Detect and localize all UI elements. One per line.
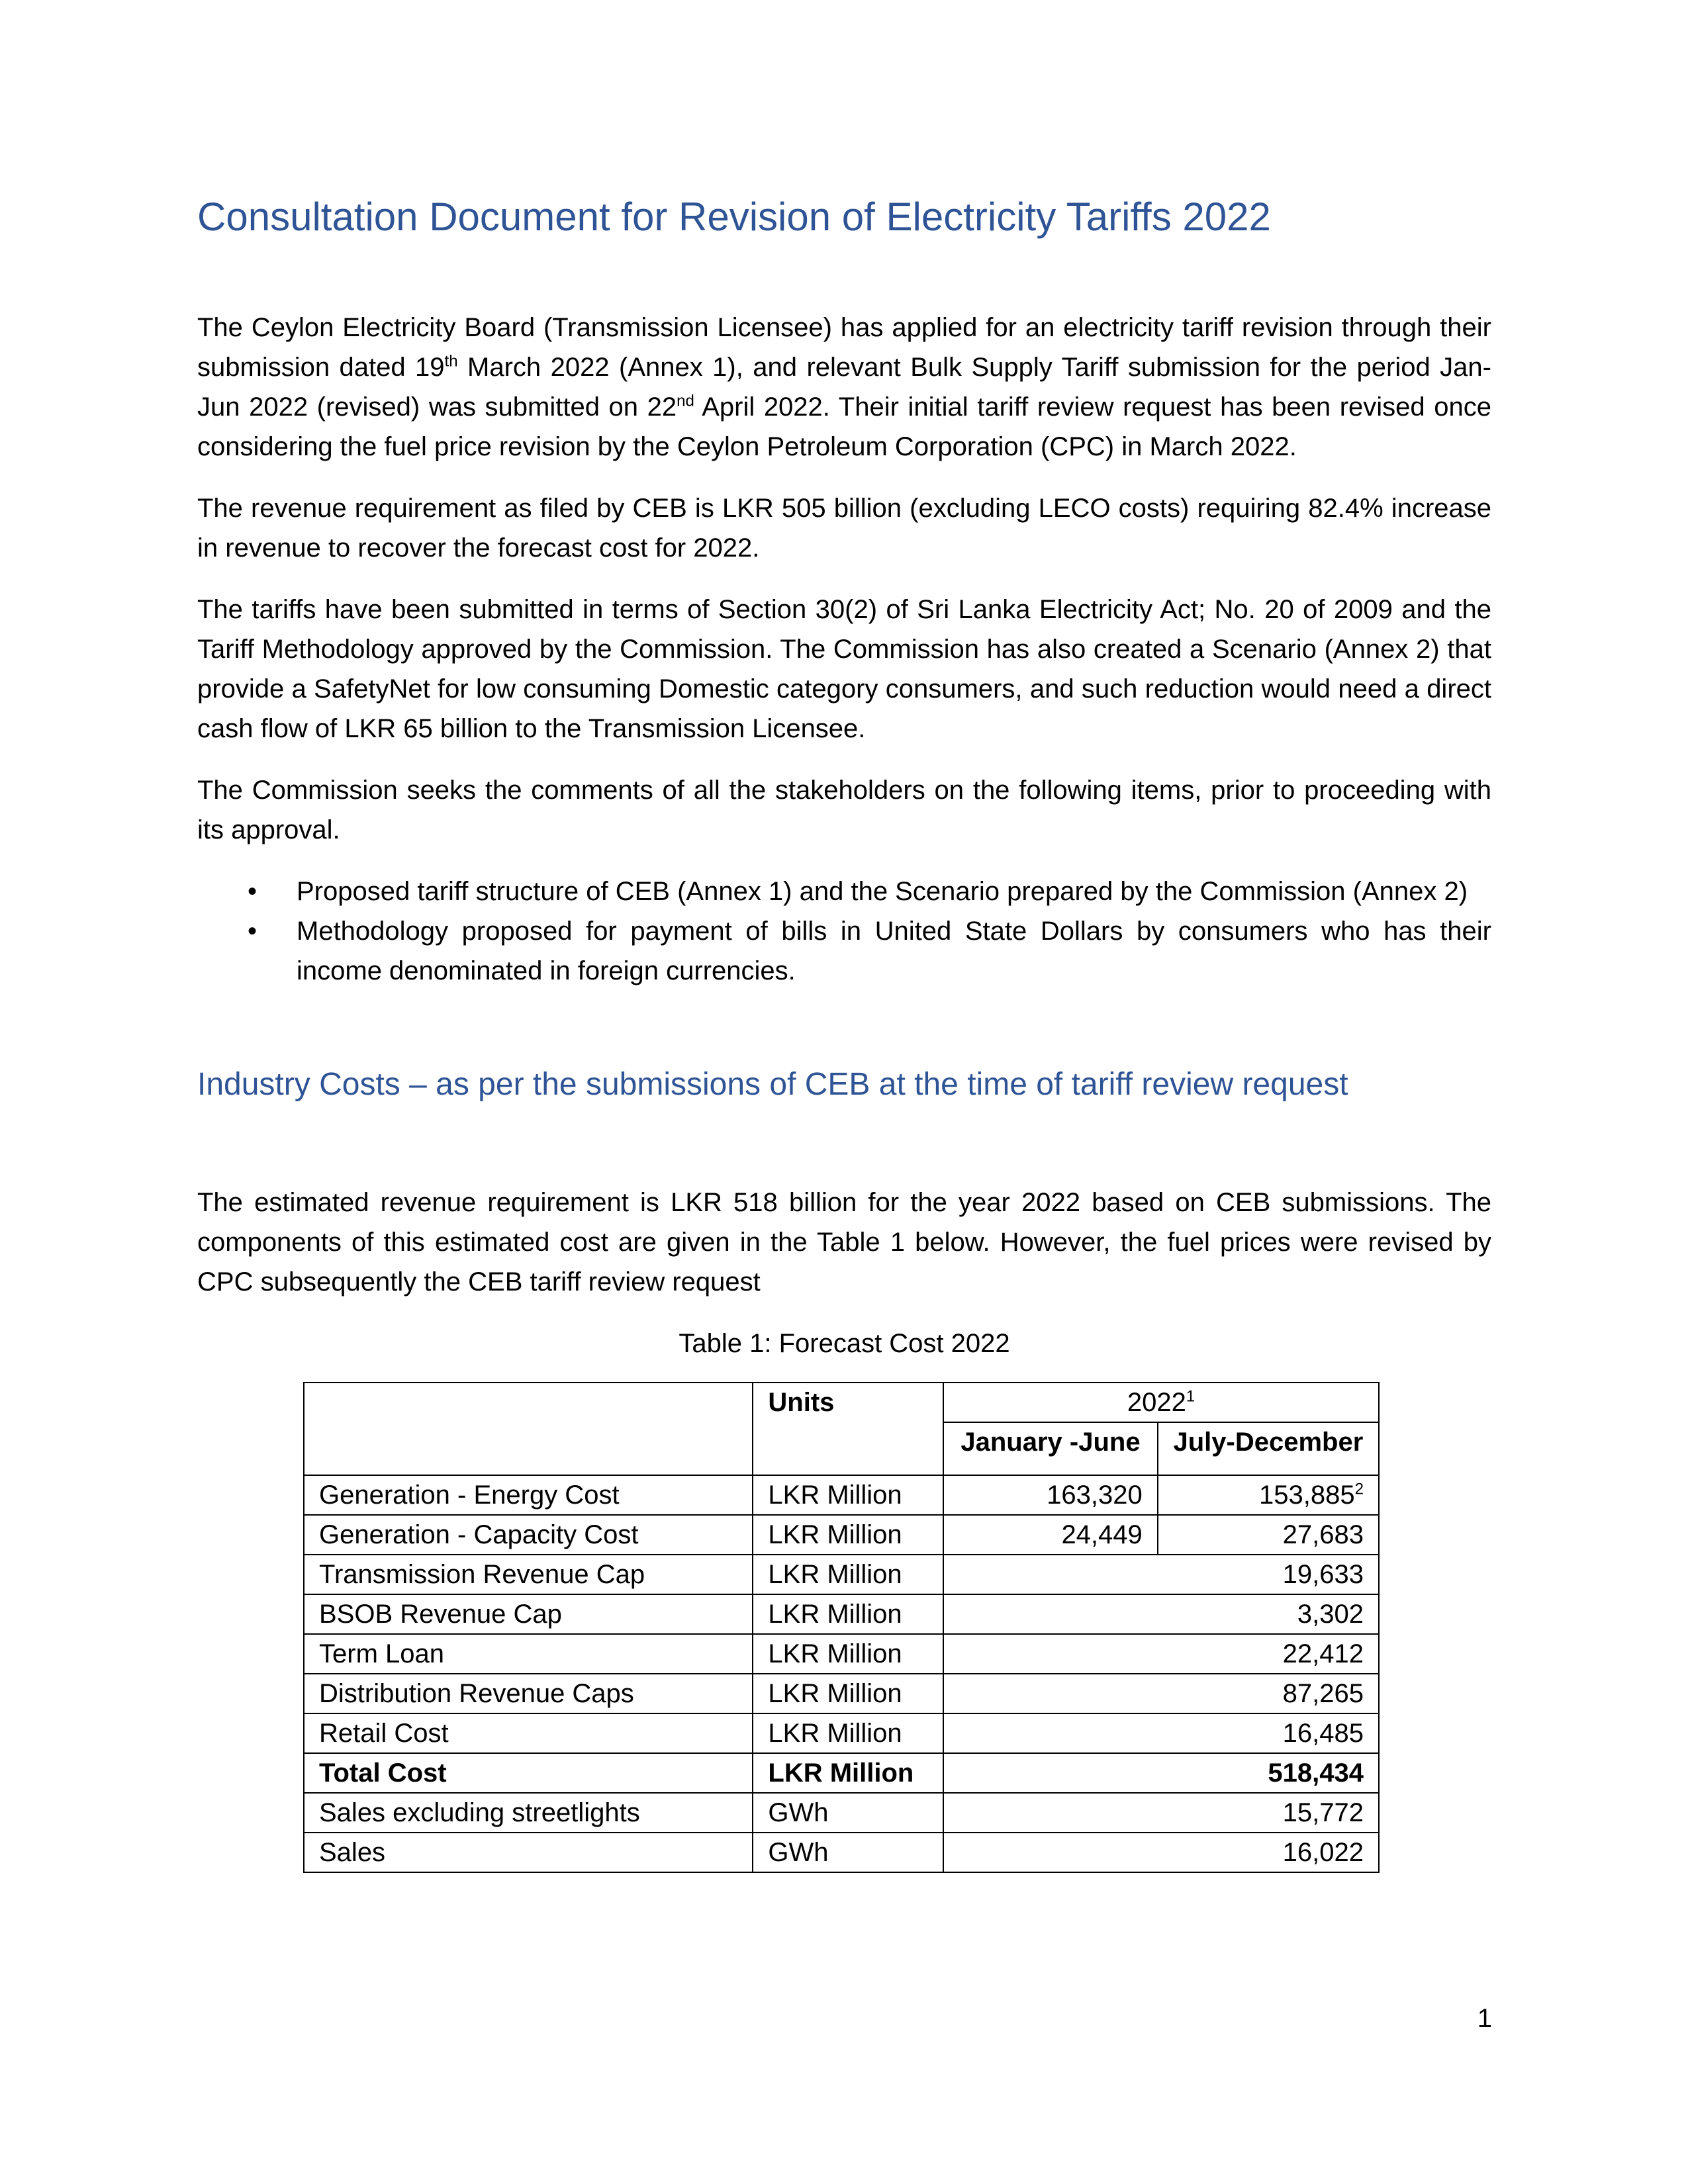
table-header-empty-cell [304, 1383, 753, 1475]
row-value-total: 3,302 [943, 1594, 1379, 1634]
row-value-h2-cell [1158, 1475, 1379, 1515]
table-row [304, 1634, 1379, 1674]
section-heading: Industry Costs – as per the submissions of CEB at the time of tariff review request [197, 1067, 1348, 1102]
units-header: Units [753, 1383, 943, 1475]
row-value-h2: 27,683 [1158, 1515, 1379, 1555]
forecast-cost-table [303, 1382, 1380, 1873]
list-item [197, 872, 1491, 911]
table-header-row [304, 1383, 1379, 1422]
row-units: LKR Million [753, 1515, 943, 1555]
row-units: LKR Million [753, 1594, 943, 1634]
footnote-marker: 1 [1186, 1387, 1196, 1406]
row-value-total: 19,633 [943, 1555, 1379, 1594]
row-label: Generation - Energy Cost [304, 1475, 753, 1515]
january-june-header: January -June [943, 1422, 1158, 1475]
document-title: Consultation Document for Revision of Electricity Tariffs 2022 [197, 195, 1271, 239]
row-label: Generation - Capacity Cost [304, 1515, 753, 1555]
bullet-icon: • [248, 877, 258, 906]
page-content [197, 192, 1491, 1873]
year-header [943, 1383, 1379, 1422]
row-value-h2: 153,885 [1259, 1480, 1355, 1510]
table-row [304, 1833, 1379, 1872]
row-label: Distribution Revenue Caps [304, 1674, 753, 1713]
row-value-total: 16,022 [943, 1833, 1379, 1872]
estimated-revenue-paragraph: The estimated revenue requirement is LKR 518 billion for the year 2022 based on CEB submissions. The components of this estimated cost are given in the Table 1 below. However, the fuel prices were revised by CPC subsequently the CEB tariff review request [197, 1188, 1491, 1297]
row-units: GWh [753, 1833, 943, 1872]
row-units: LKR Million [753, 1555, 943, 1594]
bullet-icon: • [248, 917, 258, 946]
tariff-paragraph: The tariffs have been submitted in terms of Section 30(2) of Sri Lanka Electricity Act; No. 20 of 2009 and the Tariff Methodology approved by the Commission. The Commission has also created a Scenario (Annex 2) that provide a SafetyNet for low consuming Domestic category consumers, and such reduction would need a direct cash flow of LKR 65 billion to the Transmission Licensee. [197, 595, 1491, 743]
row-units: LKR Million [753, 1475, 943, 1515]
intro-text-part-3: April 2022. Their initial tariff review request has been revised once considering the fuel price revision by the Ceylon Petroleum Corporation (CPC) in March 2022. [197, 392, 1491, 461]
row-units: LKR Million [753, 1753, 943, 1793]
row-units: LKR Million [753, 1713, 943, 1753]
list-item-text: Methodology proposed for payment of bills in United State Dollars by consumers who has their income denominated in foreign currencies. [297, 917, 1491, 985]
table-caption: Table 1: Forecast Cost 2022 [679, 1329, 1010, 1358]
row-value-total: 16,485 [943, 1713, 1379, 1753]
row-value-total: 518,434 [943, 1753, 1379, 1793]
table-row [304, 1555, 1379, 1594]
table-row [304, 1594, 1379, 1634]
list-item-text: Proposed tariff structure of CEB (Annex 1) and the Scenario prepared by the Commission (Annex 2) [297, 877, 1468, 906]
intro-text-part-1: The Ceylon Electricity Board (Transmission Licensee) has applied for an electricity tariff revision through their submission dated 19 [197, 313, 1491, 382]
row-label: Retail Cost [304, 1713, 753, 1753]
row-value-total: 15,772 [943, 1793, 1379, 1833]
row-value-total: 22,412 [943, 1634, 1379, 1674]
table-row [304, 1713, 1379, 1753]
row-label: Transmission Revenue Cap [304, 1555, 753, 1594]
row-label: Sales [304, 1833, 753, 1872]
table-row [304, 1674, 1379, 1713]
july-december-header: July-December [1158, 1422, 1379, 1475]
row-value-total: 87,265 [943, 1674, 1379, 1713]
consultation-paragraph: The Commission seeks the comments of all the stakeholders on the following items, prior to proceeding with its approval. [197, 776, 1491, 844]
row-label: Sales excluding streetlights [304, 1793, 753, 1833]
table-row [304, 1475, 1379, 1515]
table-row [304, 1793, 1379, 1833]
row-label: Term Loan [304, 1634, 753, 1674]
footnote-marker: 2 [1354, 1480, 1364, 1498]
intro-paragraph [197, 308, 1491, 467]
row-units: LKR Million [753, 1674, 943, 1713]
year-header-text: 2022 [1127, 1388, 1186, 1417]
revenue-paragraph: The revenue requirement as filed by CEB is LKR 505 billion (excluding LECO costs) requiring 82.4% increase in revenue to recover the forecast cost for 2022. [197, 494, 1491, 563]
table-row [304, 1515, 1379, 1555]
list-item [197, 911, 1491, 991]
row-units: GWh [753, 1793, 943, 1833]
intro-text-part-2: March 2022 (Annex 1), and relevant Bulk Supply Tariff submission for the period Jan-Jun 2022 (revised) was submitted on 22 [197, 353, 1491, 422]
table-row-total [304, 1753, 1379, 1793]
page-number: 1 [1477, 2004, 1492, 2033]
row-value-h1: 163,320 [943, 1475, 1158, 1515]
row-label: Total Cost [304, 1753, 753, 1793]
row-label: BSOB Revenue Cap [304, 1594, 753, 1634]
ordinal-suffix-nd: nd [677, 392, 694, 410]
ordinal-suffix-th: th [444, 352, 458, 371]
row-value-h1: 24,449 [943, 1515, 1158, 1555]
consultation-items-list [197, 872, 1491, 991]
row-units: LKR Million [753, 1634, 943, 1674]
